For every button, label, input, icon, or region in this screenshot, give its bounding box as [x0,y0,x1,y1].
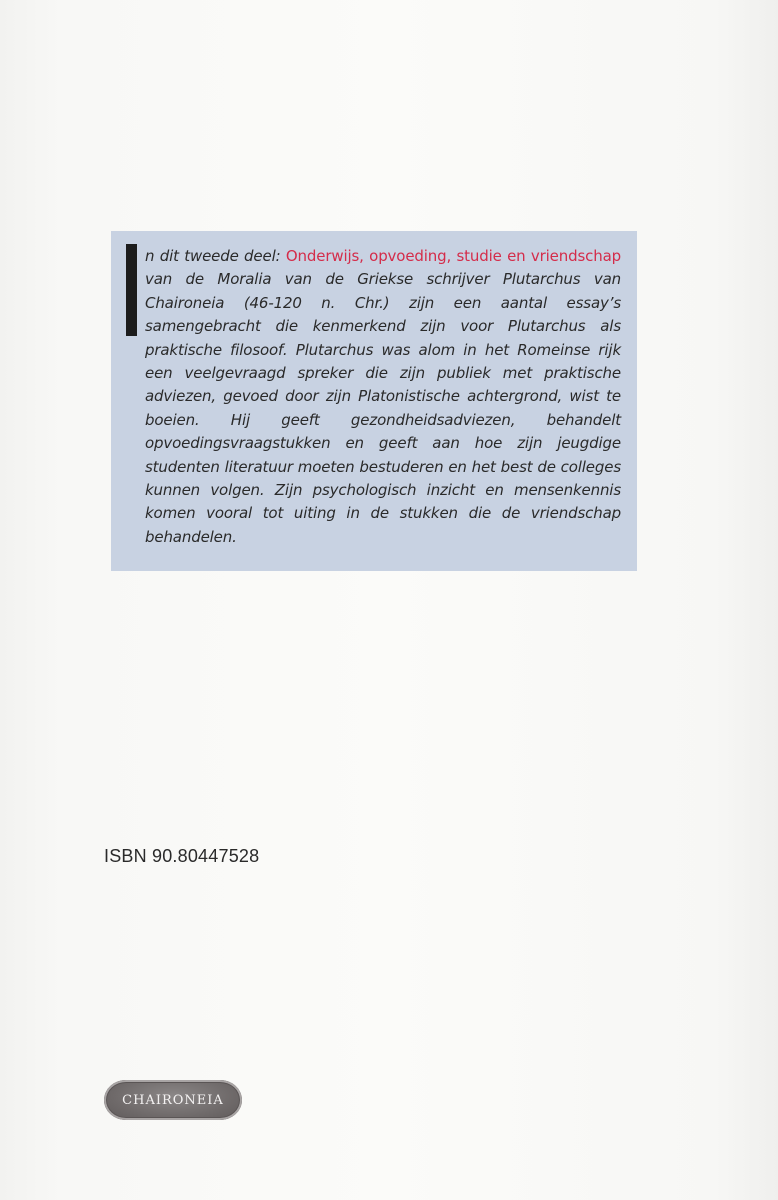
book-title: Onderwijs, opvoeding, studie en vriendschap [285,247,621,265]
blurb-body: van de Moralia van de Griekse schrijver Plutarchus van Chaironeia (46-120 n. Chr.) zijn een aantal essay’s samengebracht die kenmerkend zijn voor Plutarchus als praktische filosoof. Plutarchus was alom in het Romeinse rijk een veelgevraagd spreker die zijn publiek met praktische adviezen, gevoed door zijn Platonistische achtergrond, wist te boeien. Hij geeft gezondheidsadviezen, behandelt opvoedingsvraagstukken en geeft aan hoe zijn jeugdige studenten literatuur moeten bestuderen en het best de colleges kunnen volgen. Zijn psychologisch inzicht en mensenkennis komen vooral tot uiting in de stukken die de vriendschap behandelen. [145,270,621,546]
isbn-number: ISBN 90.80447528 [104,846,260,866]
blurb-box [111,231,637,571]
blurb-text [127,245,621,549]
drop-cap-i [126,244,137,336]
blurb-intro: n dit tweede deel: [145,247,286,265]
publisher-logo-text: CHAIRONEIA [122,1092,224,1108]
publisher-logo [104,1080,242,1120]
